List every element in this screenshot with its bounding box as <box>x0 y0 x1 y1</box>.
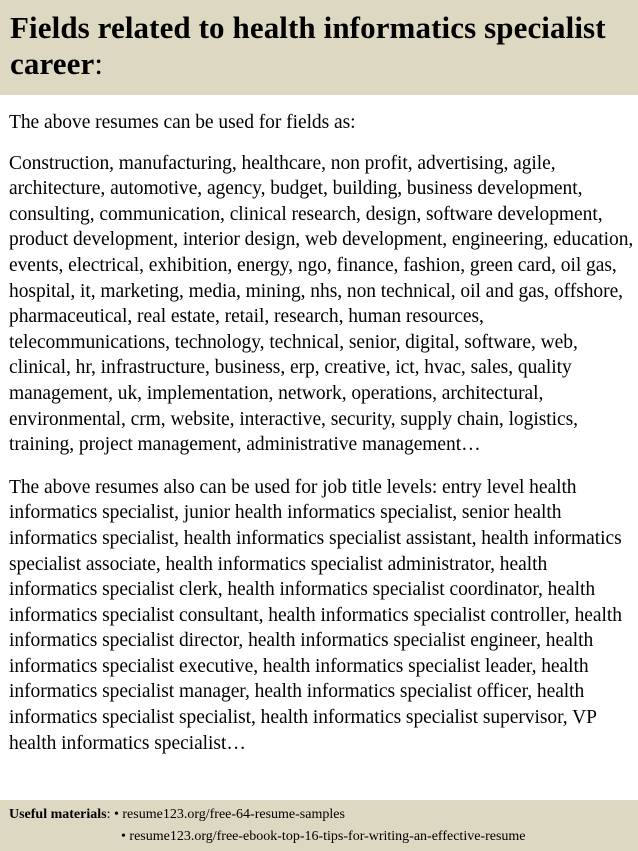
useful-materials-label: Useful materials <box>9 807 107 822</box>
page-title <box>0 0 638 82</box>
footer-line-2 <box>121 827 526 847</box>
job-levels-paragraph: The above resumes also can be used for job title levels: entry level health informatics specialist, junior health informatics specialist, senior health informatics specialist, health informatics specialist assistant, health informatics specialist associate, health informatics specialist administrator, health informatics specialist clerk, health informatics specialist coordinator, health informatics specialist consultant, health informatics specialist controller, health informatics specialist director, health informatics specialist engineer, health informatics specialist executive, health informatics specialist leader, health informatics specialist manager, health informatics specialist officer, health informatics specialist specialist, health informatics specialist supervisor, VP health informatics specialist… <box>9 476 622 754</box>
page-title-text: Fields related to health informatics specialist career <box>10 10 606 81</box>
main-content <box>9 110 634 800</box>
page-title-colon: : <box>94 46 104 81</box>
footer-band <box>0 800 638 851</box>
fields-intro: The above resumes can be used for fields as: <box>9 112 356 133</box>
footer-bullet: • <box>121 829 130 844</box>
title-band <box>0 0 638 95</box>
footer-line-1 <box>9 805 345 825</box>
footer-link-2[interactable]: resume123.org/free-ebook-top-16-tips-for-writing-an-effective-resume <box>129 829 526 844</box>
fields-list: Construction, manufacturing, healthcare, non profit, advertising, agile, architecture, automotive, agency, budget, building, business development, consulting, communication, clinical research, design, software development, product development, interior design, web development, engineering, education, events, electrical, exhibition, energy, ngo, finance, fashion, green card, oil gas, hospital, it, marketing, media, mining, nhs, non technical, oil and gas, offshore, pharmaceutical, real estate, retail, research, human resources, telecommunications, technology, technical, senior, digital, software, web, clinical, hr, infrastructure, business, erp, creative, ict, hvac, sales, quality management, uk, implementation, network, operations, architectural, environmental, crm, website, interactive, security, supply chain, logistics, training, project management, administrative management… <box>9 152 634 456</box>
footer-separator: : • <box>106 807 123 822</box>
footer-link-1[interactable]: resume123.org/free-64-resume-samples <box>122 807 345 822</box>
